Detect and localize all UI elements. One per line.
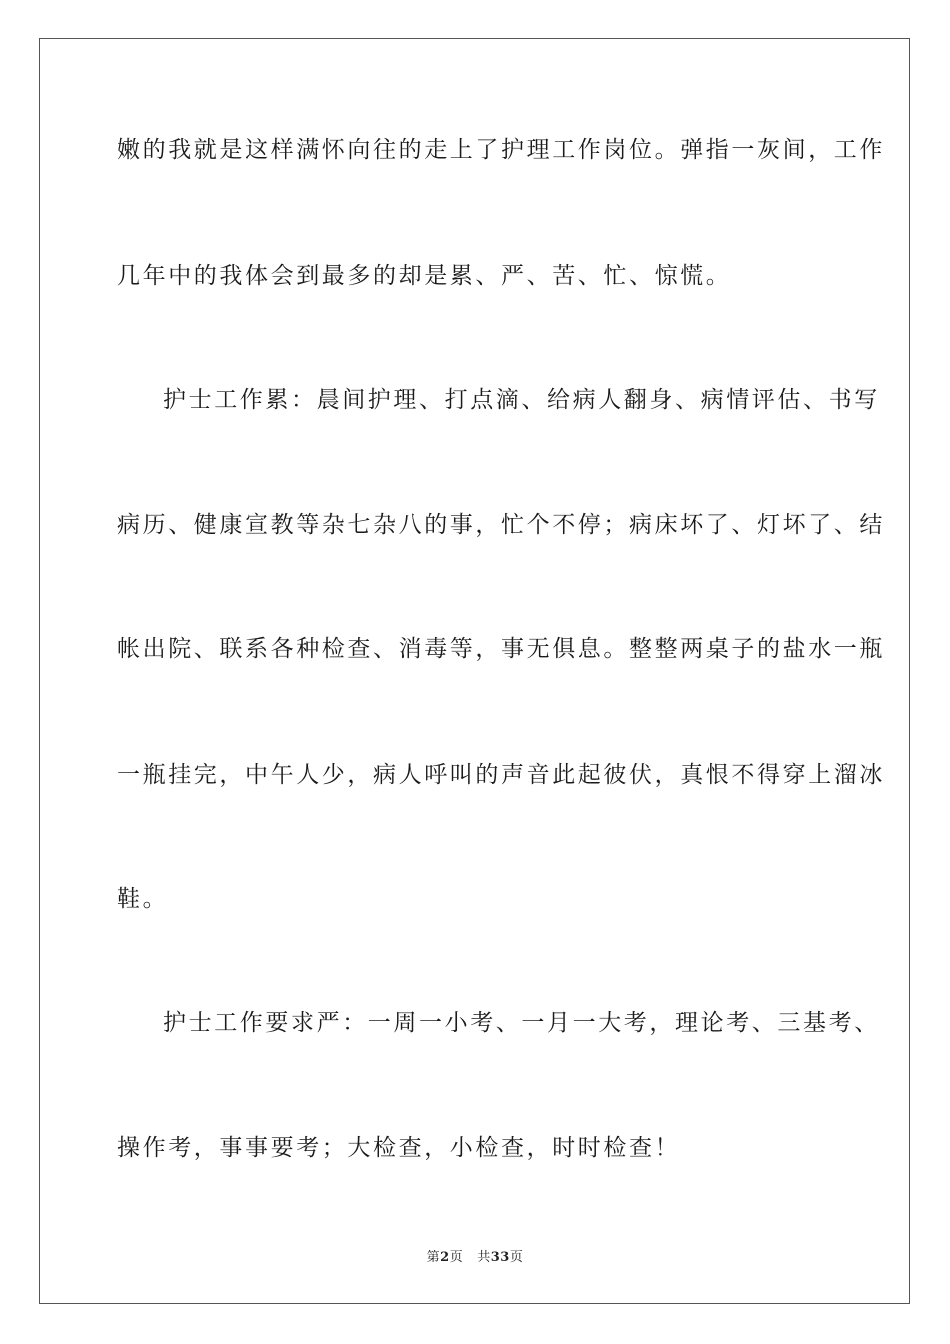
text-line-1: 嫩的我就是这样满怀向往的走上了护理工作岗位。弹指一灰间，工作 — [117, 137, 885, 163]
page-suffix: 页 — [449, 1250, 464, 1265]
page-footer — [0, 1246, 950, 1265]
text-line-6: 一瓶挂完，中午人少，病人呼叫的声音此起彼伏，真恨不得穿上溜冰 — [117, 762, 885, 788]
text-line-8: 护士工作要求严：一周一小考、一月一大考，理论考、三基考、 — [163, 1010, 880, 1036]
text-line-4: 病历、健康宣教等杂七杂八的事，忙个不停；病床坏了、灯坏了、结 — [117, 512, 885, 538]
page-number: 2 — [440, 1250, 450, 1265]
total-pages: 33 — [490, 1250, 510, 1265]
page-border — [39, 38, 910, 1304]
total-prefix: 共 — [477, 1250, 491, 1265]
text-line-5: 帐出院、联系各种检查、消毒等，事无俱息。整整两桌子的盐水一瓶 — [117, 636, 885, 662]
text-line-7: 鞋。 — [117, 886, 169, 912]
total-suffix: 页 — [509, 1250, 524, 1265]
page-prefix: 第 — [426, 1250, 441, 1265]
text-line-2: 几年中的我体会到最多的却是累、严、苦、忙、惊慌。 — [117, 263, 732, 289]
text-line-3: 护士工作累：晨间护理、打点滴、给病人翻身、病情评估、书写 — [163, 387, 880, 413]
text-line-9: 操作考，事事要考；大检查，小检查，时时检查！ — [117, 1135, 681, 1161]
